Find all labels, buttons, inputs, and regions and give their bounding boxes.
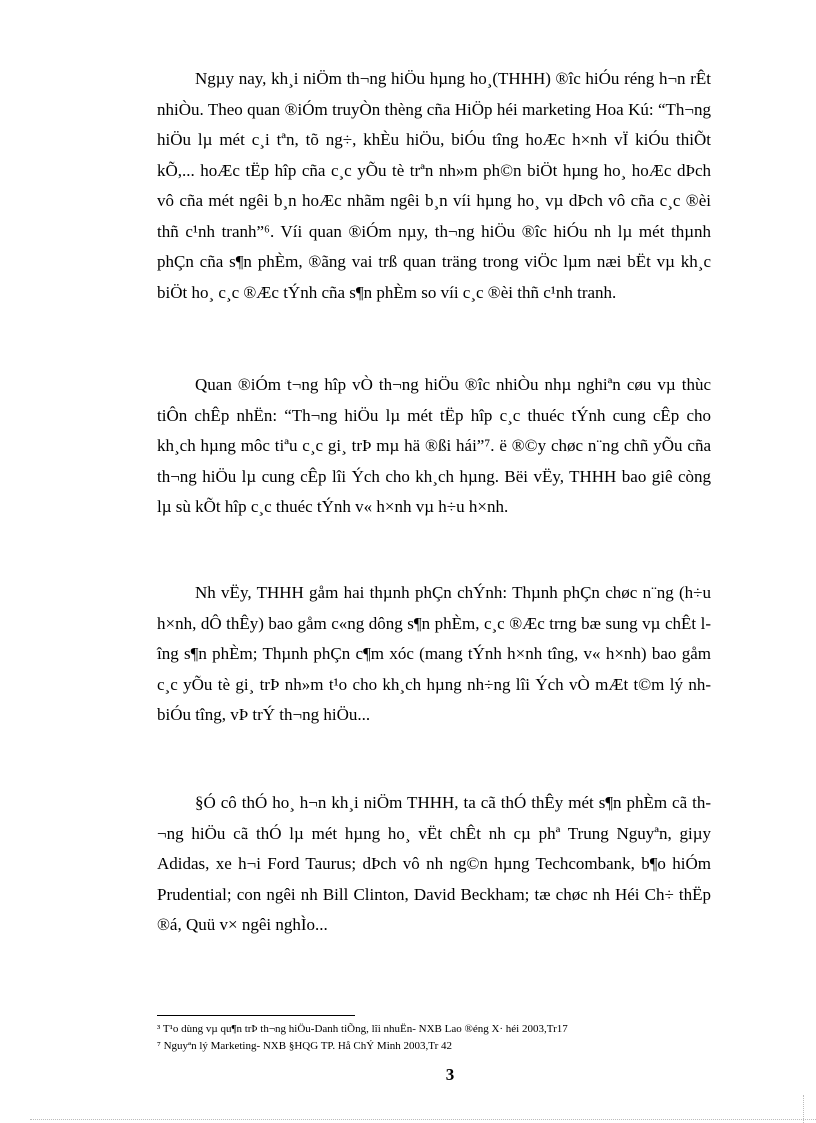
paragraph-4: §Ó cô thÓ ho¸ h¬n kh¸i niÖm THHH, ta cã thÓ thÊy mét s¶n phÈm cã th¬ng hiÖu cã thÓ lµ mét hµng ho¸ vËt chÊt nh cµ phª Trung Nguyªn, giµy Adidas, xe h¬i Ford Taurus; dÞch vô nh ng©n hµng Techcombank, b¶o hiÓm Prudential; con ngêi nh Bill Clinton, David Beckham; tæ chøc nh Héi Ch÷ thËp ®á, Quü v× ngêi nghÌo... [157, 793, 711, 934]
paragraph-3: Nh vËy, THHH gåm hai thµnh phÇn chÝnh: Thµnh phÇn chøc n¨ng (h÷u h×nh, dÔ thÊy) bao gåm c«ng dông s¶n phÈm, c¸c ®Æc trng bæ sung vµ chÊt lîng s¶n phÈm; Thµnh phÇn c¶m xóc (mang tÝnh h×nh tîng, v« h×nh) bao gåm c¸c yÕu tè gi¸ trÞ nh»m t¹o cho kh¸ch hµng nh÷ng lîi Ých vÒ mÆt t©m lý nh biÓu tîng, vÞ trÝ th¬ng hiÖu... [157, 583, 711, 724]
footnote-separator [157, 1015, 355, 1016]
page-number: 3 [445, 1065, 455, 1084]
paragraph-1: Ngµy nay, kh¸i niÖm th¬ng hiÖu hµng ho¸(THHH) ®îc hiÓu réng h¬n rÊt nhiÒu. Theo quan ®iÓm truyÒn thèng cña HiÖp héi marketing Hoa Kú: “Th¬ng hiÖu lµ mét c¸i tªn, tõ ng÷, khÈu hiÖu, biÓu tîng hoÆc h×nh vÏ kiÓu thiÕt kÕ,... hoÆc tËp hîp cña c¸c yÕu tè trªn nh»m ph©n biÖt hµng ho¸ hoÆc dÞch vô cña mét ngêi b¸n hoÆc nhãm ngêi b¸n víi hµng ho¸ vµ dÞch vô cña c¸c ®èi thñ c¹nh tranh”⁶. Víi quan ®iÓm nµy, th¬ng hiÖu ®îc hiÓu nh lµ mét thµnh phÇn cña s¶n phÈm, ®ãng vai trß quan träng trong viÖc lµm næi bËt vµ kh¸c biÖt ho¸ c¸c ®Æc tÝnh cña s¶n phÈm so víi c¸c ®èi thñ c¹nh tranh. [157, 69, 711, 302]
footnote-1: ³ T¹o dùng vµ qu¶n trÞ th¬ng hiÖu-Danh tiÕng, lîi nhuËn- NXB Lao ®éng X· héi 2003,Tr17 [157, 1023, 568, 1035]
paragraph-2: Quan ®iÓm t¬ng hîp vÒ th¬ng hiÖu ®îc nhiÒu nhµ nghiªn cøu vµ thùc tiÔn chÊp nhËn: “Th¬ng hiÖu lµ mét tËp hîp c¸c thuéc tÝnh cung cÊp cho kh¸ch hµng môc tiªu c¸c gi¸ trÞ mµ hä ®ßi hái”⁷. ë ®©y chøc n¨ng chñ yÕu cña th¬ng hiÖu lµ cung cÊp lîi Ých cho kh¸ch hµng. Bëi vËy, THHH bao giê còng lµ sù kÕt hîp c¸c thuéc tÝnh v« h×nh vµ h÷u h×nh. [157, 375, 711, 516]
footnote-2: ⁷ Nguyªn lý Marketing- NXB §HQG TP. Hå ChÝ Minh 2003,Tr 42 [157, 1040, 453, 1052]
page-bottom-border [30, 1119, 816, 1120]
page-corner-mark [803, 1095, 804, 1123]
